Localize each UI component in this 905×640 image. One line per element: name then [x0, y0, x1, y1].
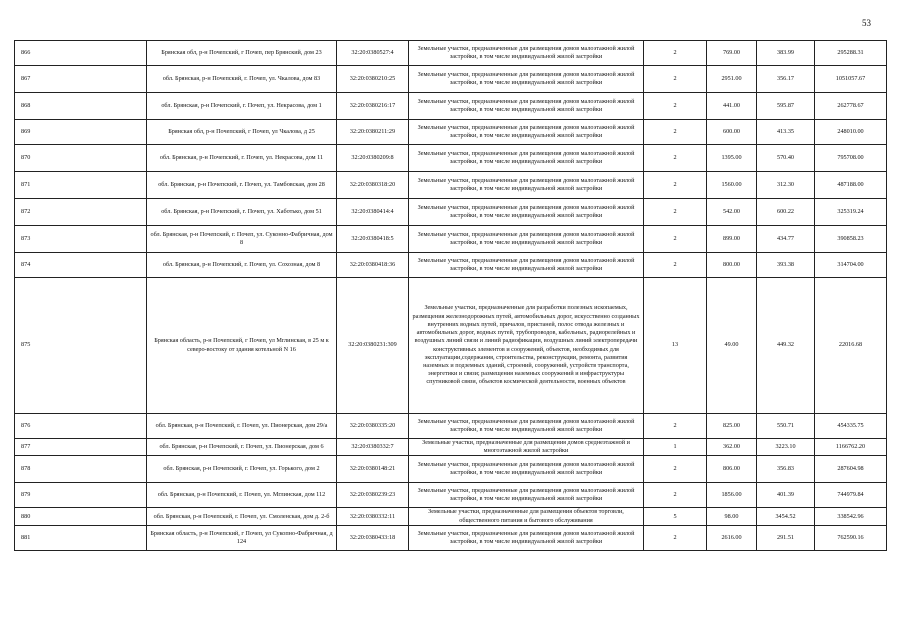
- address-cell: Брянская обл, р-н Почепский, г Почеп, ул Чкалова, д 25: [147, 120, 337, 145]
- cadastral-value-cell: 1166762.20: [815, 439, 887, 456]
- specific-value-cell: 449.32: [757, 278, 815, 414]
- cadastral-number-cell: 32:20:0380418:5: [337, 226, 409, 253]
- area-cell: 98.00: [707, 508, 757, 525]
- cadastral-number-cell: 32:20:0380332:11: [337, 508, 409, 525]
- row-number-cell: 880: [15, 508, 147, 525]
- row-number-cell: 867: [15, 66, 147, 93]
- specific-value-cell: 356.17: [757, 66, 815, 93]
- land-use-cell: Земельные участки, предназначенные для размещения домов малоэтажной жилой застройки, в том числе индивидуальной жилой застройки: [409, 172, 644, 199]
- table-row: [15, 525, 887, 550]
- group-cell: 2: [644, 199, 707, 226]
- area-cell: 600.00: [707, 120, 757, 145]
- area-cell: 362.00: [707, 439, 757, 456]
- row-number-cell: 878: [15, 456, 147, 483]
- cadastral-number-cell: 32:20:0380216:17: [337, 93, 409, 120]
- table-row: [15, 456, 887, 483]
- address-cell: обл. Брянская, р-н Почепский, г. Почеп, ул. Горького, дом 2: [147, 456, 337, 483]
- area-cell: 2616.00: [707, 525, 757, 550]
- table-row: [15, 278, 887, 414]
- address-cell: обл. Брянская, р-н Почепский, г. Почеп, ул. Сохозная, дом 8: [147, 253, 337, 278]
- table-row: [15, 120, 887, 145]
- specific-value-cell: 401.39: [757, 483, 815, 508]
- cadastral-value-cell: 338542.96: [815, 508, 887, 525]
- group-cell: 2: [644, 253, 707, 278]
- area-cell: 1395.00: [707, 145, 757, 172]
- land-use-cell: Земельные участки, предназначенные для размещения домов среднеэтажной и многоэтажной жилой застройки: [409, 439, 644, 456]
- table-row: [15, 414, 887, 439]
- row-number-cell: 871: [15, 172, 147, 199]
- row-number-cell: 870: [15, 145, 147, 172]
- cadastral-number-cell: 32:20:0380210:25: [337, 66, 409, 93]
- table-row: [15, 66, 887, 93]
- address-cell: обл. Брянская, р-н Почепский, г. Почеп, ул. Пионерская, дом 6: [147, 439, 337, 456]
- row-number-cell: 866: [15, 41, 147, 66]
- specific-value-cell: 570.40: [757, 145, 815, 172]
- group-cell: 2: [644, 66, 707, 93]
- group-cell: 2: [644, 226, 707, 253]
- cadastral-number-cell: 32:20:0380239:23: [337, 483, 409, 508]
- cadastral-number-cell: 32:20:0380418:36: [337, 253, 409, 278]
- table-row: [15, 253, 887, 278]
- specific-value-cell: 3454.52: [757, 508, 815, 525]
- area-cell: 769.00: [707, 41, 757, 66]
- land-use-cell: Земельные участки, предназначенные для размещения домов малоэтажной жилой застройки, в том числе индивидуальной жилой застройки: [409, 414, 644, 439]
- address-cell: обл. Брянская, р-н Почепский, г. Почеп, ул. Хаботько, дом 51: [147, 199, 337, 226]
- group-cell: 2: [644, 483, 707, 508]
- land-use-cell: Земельные участки, предназначенные для размещения домов малоэтажной жилой застройки, в том числе индивидуальной жилой застройки: [409, 456, 644, 483]
- group-cell: 1: [644, 439, 707, 456]
- cadastral-value-cell: 262778.67: [815, 93, 887, 120]
- table-row: [15, 483, 887, 508]
- land-use-cell: Земельные участки, предназначенные для размещения домов малоэтажной жилой застройки, в том числе индивидуальной жилой застройки: [409, 120, 644, 145]
- cadastral-value-cell: 390858.23: [815, 226, 887, 253]
- land-use-cell: Земельные участки, предназначенные для размещения домов малоэтажной жилой застройки, в том числе индивидуальной жилой застройки: [409, 253, 644, 278]
- land-use-cell: Земельные участки, предназначенные для размещения домов малоэтажной жилой застройки, в том числе индивидуальной жилой застройки: [409, 483, 644, 508]
- group-cell: 2: [644, 525, 707, 550]
- land-use-cell: Земельные участки, предназначенные для размещения домов малоэтажной жилой застройки, в том числе индивидуальной жилой застройки: [409, 226, 644, 253]
- table-row: [15, 41, 887, 66]
- group-cell: 2: [644, 120, 707, 145]
- land-use-cell: Земельные участки, предназначенные для размещения домов малоэтажной жилой застройки, в том числе индивидуальной жилой застройки: [409, 525, 644, 550]
- specific-value-cell: 3223.10: [757, 439, 815, 456]
- cadastral-number-cell: 32:20:0380209:8: [337, 145, 409, 172]
- specific-value-cell: 356.83: [757, 456, 815, 483]
- group-cell: 2: [644, 41, 707, 66]
- cadastral-value-table: [14, 40, 887, 551]
- address-cell: обл. Брянская, р-н Почепский, г. Почеп, ул. Смоленская, дом д. 2-б: [147, 508, 337, 525]
- cadastral-number-cell: 32:20:0380231:309: [337, 278, 409, 414]
- address-cell: обл. Брянская, р-н Почепский, г. Почеп, ул. Чкалова, дом 83: [147, 66, 337, 93]
- area-cell: 899.00: [707, 226, 757, 253]
- cadastral-value-cell: 795708.00: [815, 145, 887, 172]
- row-number-cell: 868: [15, 93, 147, 120]
- area-cell: 825.00: [707, 414, 757, 439]
- area-cell: 49.00: [707, 278, 757, 414]
- cadastral-value-cell: 744979.84: [815, 483, 887, 508]
- cadastral-value-cell: 762590.16: [815, 525, 887, 550]
- row-number-cell: 881: [15, 525, 147, 550]
- group-cell: 2: [644, 93, 707, 120]
- address-cell: Брянская обл, р-н Почепский, г Почеп, пер Брянский, дом 23: [147, 41, 337, 66]
- area-cell: 441.00: [707, 93, 757, 120]
- table-row: [15, 199, 887, 226]
- land-use-cell: Земельные участки, предназначенные для размещения домов малоэтажной жилой застройки, в том числе индивидуальной жилой застройки: [409, 93, 644, 120]
- area-cell: 1560.00: [707, 172, 757, 199]
- group-cell: 13: [644, 278, 707, 414]
- cadastral-value-cell: 295288.31: [815, 41, 887, 66]
- land-use-cell: Земельные участки, предназначенные для размещения домов малоэтажной жилой застройки, в том числе индивидуальной жилой застройки: [409, 41, 644, 66]
- cadastral-value-cell: 454335.75: [815, 414, 887, 439]
- area-cell: 2951.00: [707, 66, 757, 93]
- cadastral-number-cell: 32:20:0380527:4: [337, 41, 409, 66]
- group-cell: 2: [644, 456, 707, 483]
- cadastral-number-cell: 32:20:0380318:20: [337, 172, 409, 199]
- specific-value-cell: 393.38: [757, 253, 815, 278]
- address-cell: обл. Брянская, р-н Почепский, г. Почеп, ул. Некрасова, дом 11: [147, 145, 337, 172]
- cadastral-value-cell: 487188.00: [815, 172, 887, 199]
- group-cell: 2: [644, 145, 707, 172]
- land-use-cell: Земельные участки, предназначенные для разработки полезных ископаемых, размещения железнодорожных путей, автомобильных дорог, искусственно созданных внутренних водных путей, причалов, пристаней, полос отвода железных и автомобильных дорог, водных путей, трубопроводов, кабельных, радиорелейных и воздушных линий связи и линий радиофикации, воздушных линий электропередачи конструктивных элементов и сооружений, объектов, необходимых для эксплуатации,содержания, строительства, реконструкции, ремонта, развития наземных и подземных зданий, строений, сооружений, устройств транспорта, энергетики и связи; размещения наземных сооружений и инфраструктуры спутниковой связи, объектов космической деятельности, военных объектов: [409, 278, 644, 414]
- table-row: [15, 172, 887, 199]
- address-cell: обл. Брянская, р-н Почепский, г. Почеп, ул. Некрасова, дом 1: [147, 93, 337, 120]
- area-cell: 1856.00: [707, 483, 757, 508]
- area-cell: 800.00: [707, 253, 757, 278]
- row-number-cell: 875: [15, 278, 147, 414]
- row-number-cell: 869: [15, 120, 147, 145]
- table-row: [15, 508, 887, 525]
- cadastral-number-cell: 32:20:0380148:21: [337, 456, 409, 483]
- specific-value-cell: 434.77: [757, 226, 815, 253]
- table-row: [15, 93, 887, 120]
- area-cell: 806.00: [707, 456, 757, 483]
- cadastral-number-cell: 32:20:0380433:18: [337, 525, 409, 550]
- address-cell: обл. Брянская, р-н Почепский, г. Почеп, ул. Суконно-Фабричная, дом 8: [147, 226, 337, 253]
- row-number-cell: 879: [15, 483, 147, 508]
- cadastral-value-cell: 1051057.67: [815, 66, 887, 93]
- land-use-cell: Земельные участки, предназначенные для размещения домов малоэтажной жилой застройки, в том числе индивидуальной жилой застройки: [409, 145, 644, 172]
- row-number-cell: 877: [15, 439, 147, 456]
- group-cell: 2: [644, 414, 707, 439]
- page-number: 53: [862, 18, 871, 28]
- cadastral-value-cell: 248010.00: [815, 120, 887, 145]
- cadastral-value-cell: 325319.24: [815, 199, 887, 226]
- specific-value-cell: 291.51: [757, 525, 815, 550]
- table-row: [15, 439, 887, 456]
- cadastral-number-cell: 32:20:0380414:4: [337, 199, 409, 226]
- cadastral-number-cell: 32:20:0380332:7: [337, 439, 409, 456]
- address-cell: Брянская область, р-н Почепский, г Почеп, ул Сукопно-Фабричная, д 124: [147, 525, 337, 550]
- address-cell: Брянская область, р-н Почепский, г Почеп, ул Мглинская, в 25 м к северо-востоку от здания котельной N 16: [147, 278, 337, 414]
- cadastral-value-cell: 314704.00: [815, 253, 887, 278]
- address-cell: обл. Брянская, р-н Почепский, г. Почеп, ул. Пионерская, дом 29/а: [147, 414, 337, 439]
- land-use-cell: Земельные участки, предназначенные для размещения объектов торговли, общественного питания и бытового обслуживания: [409, 508, 644, 525]
- specific-value-cell: 383.99: [757, 41, 815, 66]
- row-number-cell: 876: [15, 414, 147, 439]
- cadastral-value-cell: 287604.98: [815, 456, 887, 483]
- specific-value-cell: 550.71: [757, 414, 815, 439]
- land-use-cell: Земельные участки, предназначенные для размещения домов малоэтажной жилой застройки, в том числе индивидуальной жилой застройки: [409, 66, 644, 93]
- cadastral-value-cell: 22016.68: [815, 278, 887, 414]
- table-row: [15, 145, 887, 172]
- address-cell: обл. Брянская, р-н Почепский, г. Почеп, ул. Мглинская, дом 112: [147, 483, 337, 508]
- table-row: [15, 226, 887, 253]
- cadastral-number-cell: 32:20:0380211:29: [337, 120, 409, 145]
- row-number-cell: 874: [15, 253, 147, 278]
- row-number-cell: 873: [15, 226, 147, 253]
- land-use-cell: Земельные участки, предназначенные для размещения домов малоэтажной жилой застройки, в том числе индивидуальной жилой застройки: [409, 199, 644, 226]
- specific-value-cell: 413.35: [757, 120, 815, 145]
- area-cell: 542.00: [707, 199, 757, 226]
- specific-value-cell: 595.87: [757, 93, 815, 120]
- group-cell: 5: [644, 508, 707, 525]
- address-cell: обл. Брянская, р-н Почепский, г. Почеп, ул. Тамбовская, дом 28: [147, 172, 337, 199]
- group-cell: 2: [644, 172, 707, 199]
- specific-value-cell: 600.22: [757, 199, 815, 226]
- specific-value-cell: 312.30: [757, 172, 815, 199]
- row-number-cell: 872: [15, 199, 147, 226]
- cadastral-number-cell: 32:20:0380335:20: [337, 414, 409, 439]
